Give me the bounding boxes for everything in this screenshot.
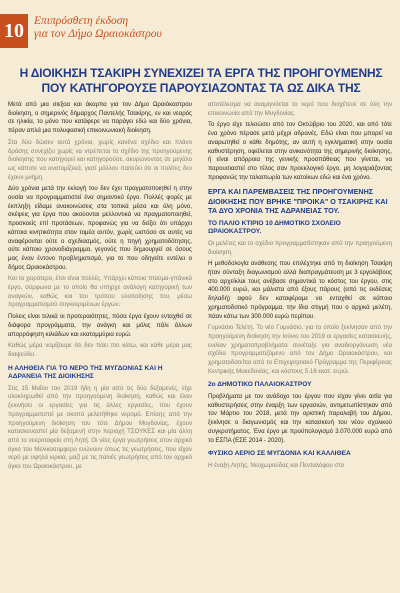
headline-line-2: ΠΟΥ ΚΑΤΗΓΟΡΟΥΣΕ ΠΑΡΟΥΣΙΑΖΟΝΤΑΣ ΤΑ ΩΣ ΔΙΚΑ ΤΗΣ [41, 81, 361, 95]
edition-title-line-2: για τον Δήμο Ωραιοκάστρου [34, 28, 162, 40]
paragraph: Καθώς μέρα νομίζουμε ότι δεν πάει πιο κάτω, και κάθε μέρα μας διαψεύδει. [8, 342, 192, 358]
paragraph: Η έναξη Λητής, Νεοχωρούδας και Πενταλόφου στο [208, 461, 345, 469]
section-heading-2nd-school: 2ο ΔΗΜΟΤΙΚΟ ΠΑΛΑΙΟΚΑΣΤΡΟΥ [208, 381, 312, 389]
paragraph: Γυμνάσιο Τελέτη. Το νέο Γυμνάσιο, για το οποίο ξεκίνησαν από την προηγούμενη διοίκηση την Ιούνιο του 2019 οι εργασίες κατασκευής, ενιλίαν χρηματοπροβλήματα συνέταξε για αναδιοργάνωση νέα σχέδια προγραμματιζόμενο από τον Δήμο Ωραιοκάστρου, και χρηματοδοτείται από το Επιχειρησιακό Πρόγραμμα της Περιφέρειας Κεντρικής Μακεδονίας, και κόστους 5.16 εκατ. ευρώ. [208, 324, 392, 375]
paragraph: Η μεθοδολογία ανάθεσης που επιλέχτηκε από τη διοίκηση Τσακίρη ήταν σύνταξη διαγωνισμού αλλά διαπραγμάτευση με 3 εργολάβους στο αρχείκλαι τους ανέβασε σημαντικά το κόστος του έργου, στις 400.000 ευρώ, και μάλιστα από έξους πάρους (από τις εκδέσεις δηλαδή) αφού δεν καταφέραμε να ενταχθεί σε κάποιο χρηματοδοτικό πρόγραμμα, την ίδια στιγμή που ο αρχικά μελέτη, πάαν κάτω των 300.000 ευρώ περίπου. [208, 260, 392, 320]
article-column-left [8, 101, 192, 589]
edition-title [34, 15, 274, 41]
paragraph: Δύο χρόνια μετά την εκλογή του δεν έχει πραγματοποιηθεί η στην ουσία να προγραμματιστεί ένα σημαντικό έργο. Πολλές φορές με έκπληξη είδαμε ανακοινώσεις στα τοπικά μέσα και όλη μόνο, σκέψεις για έργα που ακούονται μελλοντικά να πραγματοποιηθεί, προσκοείς επί προτάσεων, προφανώς για να δείξει ότι υπάρχει κάποια κινητικότητα στον τομέα αυτόν, χωρίς ωστόσο σε αυτές να αναφέρονται ούτε ο σχεδιασμός, ούτε η πηγή χρηματοδότησης, ούτε κάποιο χρονοδιάγραμμα, γεγονός που δημιουργεί σε όσους μας έναν έντονο προβληματισμό, για το που οδηγείτε εντέλει ο δήμος Ωραιοκάστρου. [8, 185, 192, 271]
section-heading-school-building: ΤΟ ΠΑΛΙΟ ΚΤΙΡΙΟ 10 ΔΗΜΟΤΙΚΟ ΣΧΟΛΕΙΟ ΩΡΑΙΟΚΑΣΤΡΟΥ. [208, 219, 341, 236]
page-number: 10 [0, 14, 28, 48]
section-heading-natural-gas: ΦΥΣΙΚΟ ΑΕΡΙΟ ΣΕ ΜΥΓΔΟΝΙΑ ΚΑΙ ΚΑΛΛΙΘΕΑ [208, 450, 351, 458]
paragraph: Προβλήματα με τον ανάδοχο του έργου που είχαν γίνει αιτία για καθυστερήσεις στην έναρξη των εργασιών, αντιμετωπίστηκαν από τον Μάρτιο του 2018, μετά την οριστική παραλαβή του Δήμου, ξεκίνησε ο διαγωνισμός και την κατασκευή του νέου σχολικού συγκροτήματος. Ένα έργο με προϋπολογισμό 3.070.000 ευρώ από το ΕΣΠΑ (ΕΣΕ 2014 - 2020). [208, 392, 392, 444]
section-heading-projects: ΕΡΓΑ ΚΑΙ ΠΑΡΕΜΒΑΣΕΙΣ ΤΗΣ ΠΡΟΗΓΟΥΜΕΝΗΣ ΔΙΟΙΚΗΣΗΣ ΠΟΥ ΒΡΗΚΕ "ΠΡΟΙΚΑ" Ο ΤΣΑΚΙΡΗΣ ΚΑΙ ΤΑ ΔΥΟ ΧΡΟΝΙΑ ΤΗΣ ΑΔΡΑΝΕΙΑΣ ΤΟΥ. [208, 187, 388, 215]
headline-line-1: Η ΔΙΟΙΚΗΣΗ ΤΣΑΚΙΡΗ ΣΥΝΕΧΙΖΕΙ ΤΑ ΕΡΓΑ ΤΗΣ ΠΡΟΗΓΟΥΜΕΝΗΣ [19, 66, 383, 80]
paragraph: Οι μελέτες και το σχέδιο προγραμματίστηκαν από την προηγούμενη διοίκηση. [208, 239, 392, 256]
page-header [0, 0, 400, 62]
paragraph: Και το χειρότερο, έτσι είναι πολλές. Υπάρχει κάποιο πταύμα-γπάνικό έργο, σύμφωνα με το οποίο θα υπηρχε ανάλογη κατηγορική των αναγκών, καθώς και του τρόπου υλοποίησης του, μέσω προγραμματισμού συγκεκριμένων έργων. [8, 275, 192, 309]
paragraph: Στα δύο δώσεν αυτά χρόνια, χωρίς κανένα σχέδιο και πλάνο δράσης συνεχίζει χωρίς να ντρέπεται το σχέδιο της προηγούμενης διοίκησης που κατηγορεί και κατηγορούσε, ακυρώνοντας σε μεγάλο ως κάποτε να ανατομίζεκά, γιατί μάλλον παιτεύει ότι οι πολίτες δεν έχουν μνήμη. [8, 138, 192, 181]
paragraph: Πολεις είναι τελικά οι προτεραιότητες, πόσα έργα έχουν ενταχθεί σε διάφορα προγράμματα, την ανάγκη και μόλις πάλι άλλων απορρόφηση κιλιάδων και εκατομμύρια ευρώ. [8, 313, 192, 338]
edition-title-line-1: Επιπρόσθετη έκδοση [34, 15, 129, 27]
paragraph: αποτέλεσμα να αναμιγνύεται το νερό που διοχέτευε σε όλη την επικοινωνία από την Μυγδονίας. [208, 101, 392, 117]
paragraph: Το έργο είχε τελειώσει από τον Οκτώβριο του 2020, και από τότε ένα χρόνο πέρασε μετά μέχρι αδρανές. Εδώ είναι που μπορεί να αναρωτηθεί ο κάθε δημότης, αν αυτή η εγκληματική στην ουσία καθυστέρηση, οφείλεται στην ανικανότητα της σημερινής διοίκησης, ή είναι απόρροια της γενικής προσπάθειας που γίνεται, να παρουσιαστεί στο τέλος σαν προεκλογικό έργο, μη λογαριάζοντας προφανώς την ταλαιπωρία των κατοίκων εδώ και ένα χρόνο. [208, 121, 392, 181]
section-heading-water: Η ΑΛΗΘΕΙΑ ΓΙΑ ΤΟ ΝΕΡΟ ΤΗΣ ΜΥΓΔΟΝΙΑΣ ΚΑΙ Η ΑΔΡΑΝΕΙΑ ΤΗΣ ΔΙΟΙΚΗΣΗΣ [8, 364, 163, 381]
article-column-right [208, 101, 392, 589]
paragraph: Μετά από μια σιεξοα και άκαρπα για τον Δήμο Ωραιόκαστρου διοίκηση, ο σημερινός δήμαρχος Παντελής Τσακίρης, εν και νεαρός σε ηλικία, το μόνο που κατάφερε να παράγει εδώ και δύο χρόνια, πέραν απλά μια πολυφασική επικοινωνιακή διοίκηση. [8, 101, 192, 135]
paragraph: Στις 15 Μαΐου του 2019 ήδη η μία από τις δύο δεξαμενές, είχε ολοκληρωθεί από την προηγούμενη διοίκηση, καθώς και έλαν ξεκινήσει οι εργασίες για τις άλλες εργασίες, που έχουν προγραμματιστεί με σκοπό μελετήθηκε νερομό. Επίσης από την προηγούμενη διοίκηση του τότε Δήμου Μυγδονίας, έχουν κατασκευαστεί μία δεξαμενή στην περιοχή ΤΣΟΥΚΕΣ και μία άλλη από το νεκροταφείο στη Λητή. Οι νέες έργα γεωτρήσεις στον αρχικό όγκο του Μελικοσυμφερο ενώνουν όπως τις γεωτρήσεις, που είχαν νερό με υψηλά κιρκιά, μαζί με τις παλιές γεωτρήσεις από τον αρχικό όγκο του Ωραιοκάστρου, με [8, 384, 192, 471]
